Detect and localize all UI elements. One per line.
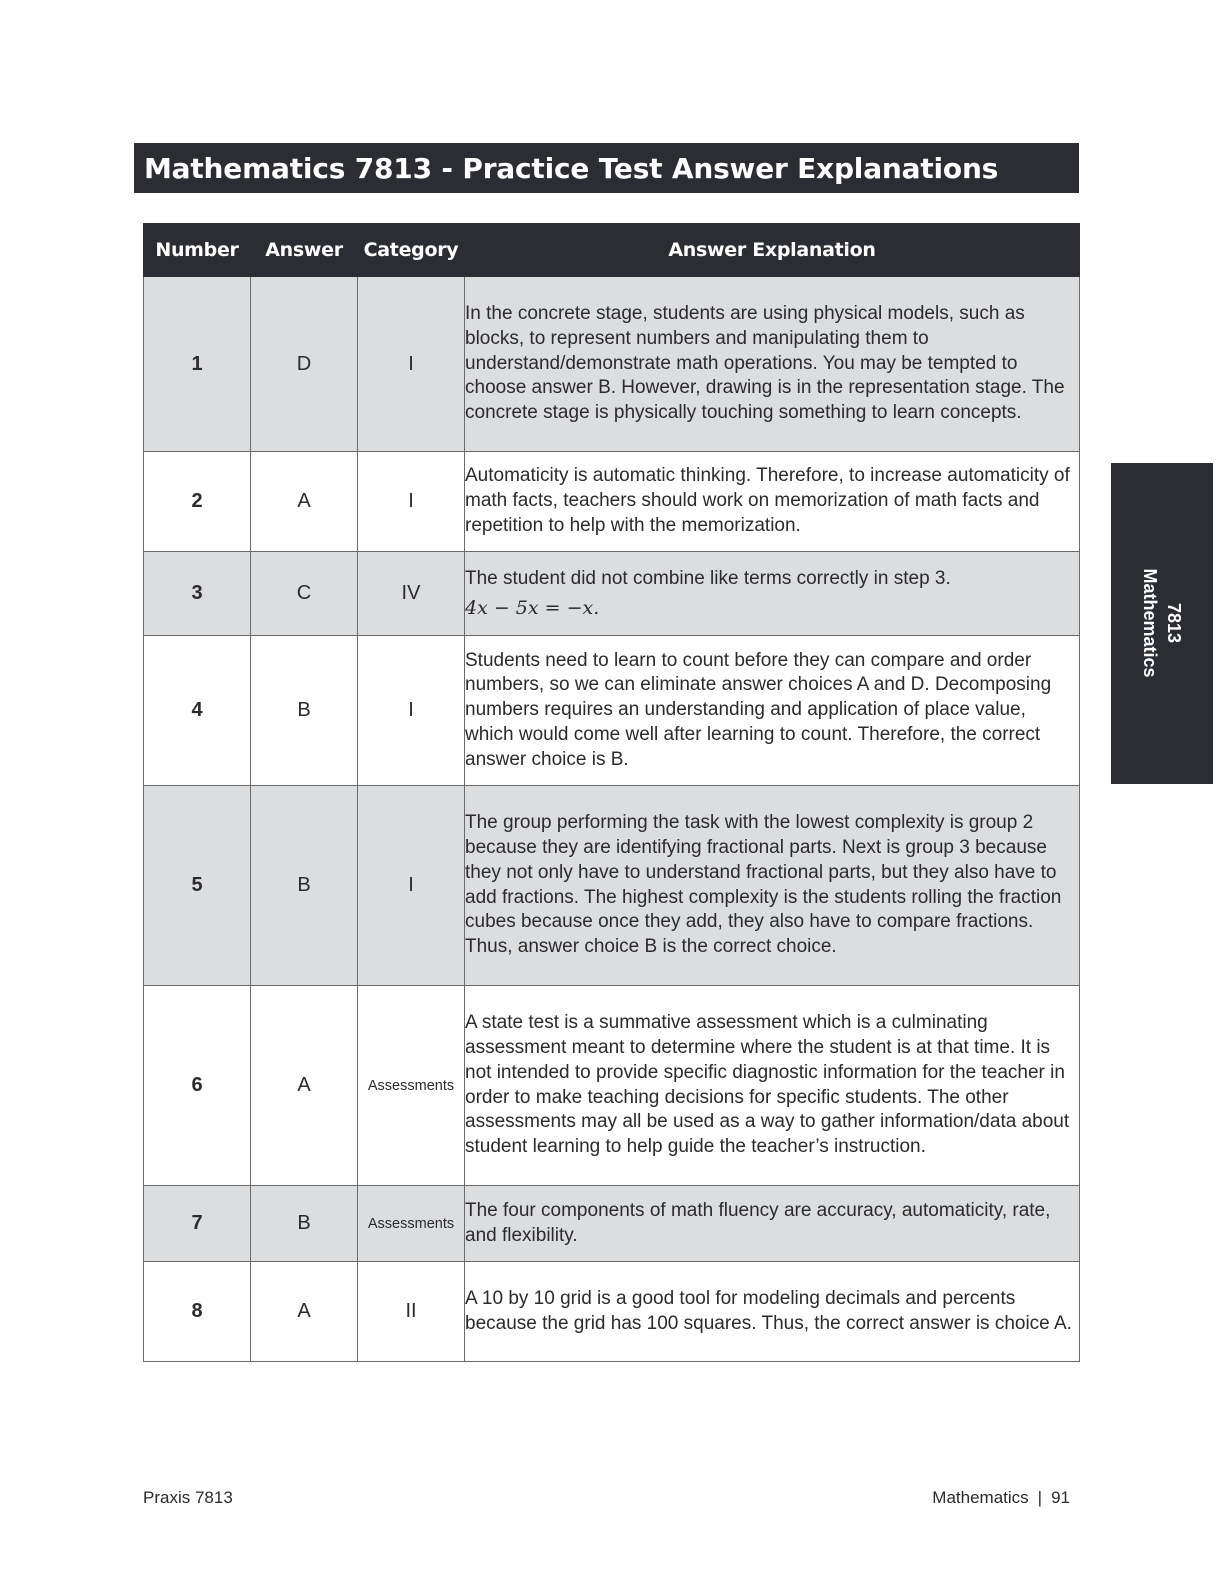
side-tab-code: 7813 <box>1164 602 1184 644</box>
row-number: 3 <box>144 552 251 636</box>
footer-separator: | <box>1037 1488 1043 1507</box>
header-number: Number <box>144 224 251 277</box>
row-explanation: Automaticity is automatic thinking. Therefore, to increase automaticity of math facts, teachers should work on memorization of math facts and repetition to help with the memorization. <box>465 452 1080 552</box>
header-category: Category <box>358 224 465 277</box>
row-category: IV <box>358 552 465 636</box>
row-answer: A <box>251 1262 358 1362</box>
table-row <box>144 1186 1080 1262</box>
side-tab-text <box>1138 568 1186 677</box>
row-answer: B <box>251 786 358 986</box>
row-category: I <box>358 636 465 786</box>
row-number: 6 <box>144 986 251 1186</box>
row-answer: B <box>251 636 358 786</box>
row-answer: A <box>251 452 358 552</box>
row-category: Assessments <box>358 1186 465 1262</box>
row-number: 4 <box>144 636 251 786</box>
row-explanation: The student did not combine like terms correctly in step 3. <box>465 567 951 589</box>
row-number: 7 <box>144 1186 251 1262</box>
row-category: Assessments <box>358 986 465 1186</box>
row-number: 1 <box>144 277 251 452</box>
footer-subject: Mathematics <box>932 1488 1029 1507</box>
row-explanation: Students need to learn to count before they can compare and order numbers, so we can eliminate answer choices A and D. Decomposing numbers requires an understanding and application of place value, which would come well after learning to count. Therefore, the correct answer choice is B. <box>465 636 1080 786</box>
header-answer: Answer <box>251 224 358 277</box>
row-explanation: The group performing the task with the lowest complexity is group 2 because they are identifying fractional parts. Next is group 3 because they not only have to understand fractional parts, but they also have to add fractions. The highest complexity is the students rolling the fraction cubes because once they add, they also have to compare fractions. Thus, answer choice B is the correct choice. <box>465 786 1080 986</box>
section-side-tab <box>1111 463 1213 784</box>
table-row <box>144 552 1080 636</box>
page-number: 91 <box>1051 1488 1070 1507</box>
table-row <box>144 1262 1080 1362</box>
row-explanation: A state test is a summative assessment which is a culminating assessment meant to determine where the student is at that time. It is not intended to provide specific diagnostic information for the teacher in order to make teaching decisions for specific students. The other assessments may all be used as a way to gather information/data about student learning to help guide the teacher’s instruction. <box>465 986 1080 1186</box>
math-expression: 4x − 5x = −x. <box>465 596 600 619</box>
table-header-row <box>144 224 1080 277</box>
row-category: I <box>358 277 465 452</box>
footer-page-info <box>932 1488 1070 1508</box>
row-answer: C <box>251 552 358 636</box>
table-row <box>144 786 1080 986</box>
page-title: Mathematics 7813 - Practice Test Answer Explanations <box>144 151 999 185</box>
row-explanation: A 10 by 10 grid is a good tool for modeling decimals and percents because the grid has 100 squares. Thus, the correct answer is choice A. <box>465 1262 1080 1362</box>
page-title-bar <box>134 143 1079 193</box>
row-number: 8 <box>144 1262 251 1362</box>
header-explanation: Answer Explanation <box>465 224 1080 277</box>
row-answer: B <box>251 1186 358 1262</box>
row-answer: D <box>251 277 358 452</box>
row-explanation-with-math <box>465 552 1080 636</box>
row-number: 5 <box>144 786 251 986</box>
footer-test-name: Praxis 7813 <box>143 1488 233 1507</box>
table-row <box>144 636 1080 786</box>
table-row <box>144 452 1080 552</box>
row-category: II <box>358 1262 465 1362</box>
table-row <box>144 986 1080 1186</box>
row-category: I <box>358 452 465 552</box>
row-category: I <box>358 786 465 986</box>
row-explanation: In the concrete stage, students are using physical models, such as blocks, to represent numbers and manipulating them to understand/demonstrate math operations. You may be tempted to choose answer B. However, drawing is in the representation stage. The concrete stage is physically touching something to learn concepts. <box>465 277 1080 452</box>
row-answer: A <box>251 986 358 1186</box>
row-number: 2 <box>144 452 251 552</box>
row-explanation: The four components of math fluency are accuracy, automaticity, rate, and flexibility. <box>465 1186 1080 1262</box>
side-tab-subject: Mathematics <box>1140 568 1160 678</box>
table-row <box>144 277 1080 452</box>
answer-table <box>143 223 1080 1362</box>
